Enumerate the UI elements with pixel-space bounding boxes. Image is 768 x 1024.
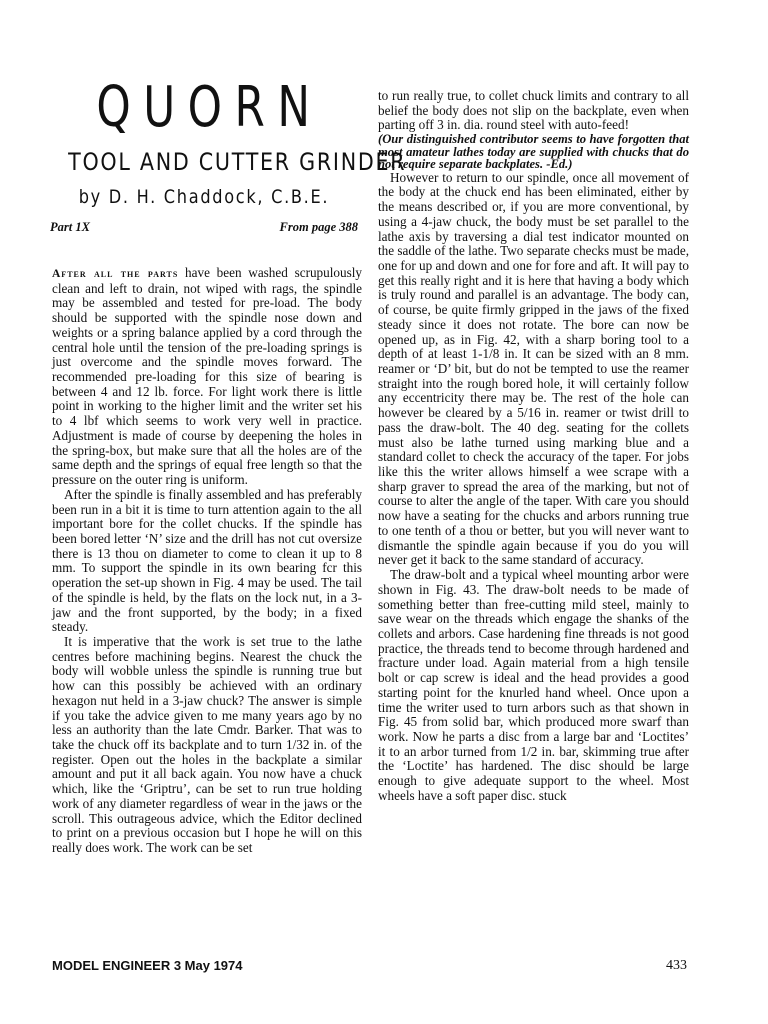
paragraph: The draw-bolt and a typical wheel mounting arbor were shown in Fig. 43. The draw-bolt needs to be made of something better than free-cutting mild steel, mainly to save wear on the threads which engage the shanks of the collets and arbors. Case hardening fine threads is not good practice, the threads tend to become through hardened and fracture under load. Again material from a high tensile bolt or cap screw is ideal and the head provides a good starting point for the knurled hand wheel. Once upon a time the writer used to turn arbors such as that shown in Fig. 45 from solid bar, which produced more swarf than work. Now he parts a disc from a large bar and ‘Loctites’ it to an arbor turned from 1/2 in. bar, skimming true after the ‘Loctite’ has hardened. The disc should be large enough to give adequate support to the wheel. Most wheels have a soft paper disc. stuck xyxy=(378,567,689,803)
paragraph xyxy=(52,266,362,488)
part-number: Part 1X xyxy=(50,220,90,234)
article-subtitle: TOOL AND CUTTER GRINDER xyxy=(68,148,407,176)
author-byline: by D. H. Chaddock, C.B.E. xyxy=(78,186,330,208)
editor-note: (Our distinguished contributor seems to have forgotten that most amateur lathes today are supplied with chucks that do not require separate backplates. -Ed.) xyxy=(378,132,689,172)
paragraph: After the spindle is finally assembled and has preferably been run in a bit it is time to turn attention again to the all important bore for the collet chucks. If the spindle has been bored letter ‘N’ size and the drill has not cut oversize there is 13 thou on diameter to come to clean it up to 8 mm. To support the spindle in its own bearing fcr this operation the set-up shown in Fig. 4 may be used. The tail of the spindle is held, by the flats on the lock nut, in a 3-jaw and the front supported, by the body; in a fixed steady. xyxy=(52,486,362,635)
part-line xyxy=(46,220,362,235)
article-header xyxy=(46,75,407,235)
paragraph: However to return to our spindle, once all movement of the body at the chuck end has been eliminated, either by the means described or, if you are more conventional, by using a 4-jaw chuck, the body must be set parallel to the lathe axis by traversing a dial test indicator mounted on the saddle of the lathe. Two separate checks must be made, one for up and down and one for fore and aft. It will pay to get this really right and it is here that having a body which is truly round and parallel is an advantage. The body can, of course, be quite firmly gripped in the jaws of the fixed steady since it does not rotate. The bore can now be opened up, as in Fig. 42, with a sharp boring tool to a depth of at least 1-1/8 in. It can be sized with an 8 mm. reamer or ‘D’ bit, but do not be tempted to use the reamer straight into the rough bored hole, it will certainly follow any eccentricity there may be. The rest of the hole can however be cleared by a 5/16 in. reamer or twist drill to pass the draw-bolt. The 40 deg. seating for the collets must also be lathe turned using marking blue and a standard collet to check the accuracy of the taper. For jobs like this the writer allows himself a wee scrape with a sharp graver to spread the area of the marking, but not of course to alter the angle of the taper. With care you should now have a seating for the chucks and arbors running true to one tenth of a thou or better, but you will never want to dismantle the spindle again because if you do you will never get it back to the same standard of accuracy. xyxy=(378,169,689,568)
lead-in: After all the parts xyxy=(52,268,179,280)
article-title: QUORN xyxy=(96,75,323,140)
text-column-left xyxy=(52,266,362,856)
paragraph: to run really true, to collet chuck limits and contrary to all belief the body does not slip on the backplate, even when parting off 3 in. dia. round steel with auto-feed! xyxy=(378,88,689,133)
continued-from: From page 388 xyxy=(279,220,358,234)
paragraph-text: have been washed scrupulously clean and left to drain, not wiped with rags, the spindle may be assembled and tested for pre-load. The body should be supported with the spindle nose down and weights or a spring balance applied by a cord through the central hole until the tension of the pre-loading springs is just overcome and the spindle moves forward. The recommended pre-loading for this size of bearing is between 4 and 12 lb. force. For light work there is little point in working to the higher limit and the writer set his to 4 lbf which seems to work very well in practice. Adjustment is made of course by deepening the holes in the spring-box, but make sure that all the holes are of the same depth and the springs of equal free length so that the pressure on the outer ring is uniform. xyxy=(52,265,362,488)
text-column-right xyxy=(378,89,689,804)
page-number: 433 xyxy=(666,958,687,973)
paragraph: It is imperative that the work is set true to the lathe centres before machining begins. Nearest the chuck the body will wobble unless the spindle is running true but how can this possibly be achieved with an ordinary hexagon nut held in a 3-jaw chuck? The answer is simple if you take the advice given to me many years ago by no less an authority than the late Cmdr. Barker. That was to take the chuck off its backplate and to turn 1/32 in. of the register. Open out the holes in the backplate a similar amount and put it all back again. You now have a chuck which, like the ‘Griptru’, can be set to run true holding work of any diameter regardless of wear in the jaws or the scroll. This outrageous advice, which the Editor declined to print on a previous occasion but I hope he will on this really does work. The work can be set xyxy=(52,633,362,856)
publication-footer: MODEL ENGINEER 3 May 1974 xyxy=(52,958,243,973)
